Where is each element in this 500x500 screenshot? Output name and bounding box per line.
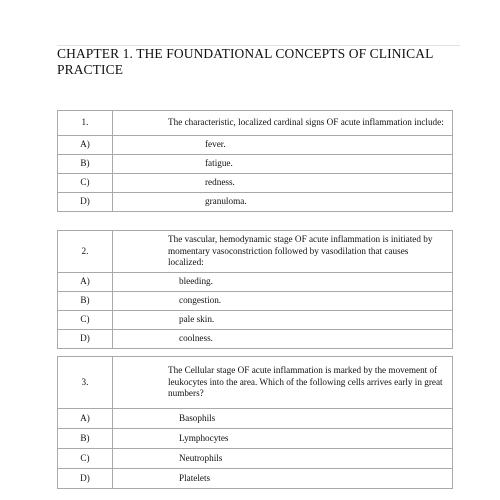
option-letter: C) <box>58 174 113 193</box>
option-text: Platelets <box>113 469 453 489</box>
question-stem: The Cellular stage OF acute inflammation is marked by the movement of leukocytes into the area. Which of the following cells arrives early in great numbers? <box>113 357 453 409</box>
option-text: fatigue. <box>113 155 453 174</box>
option-text: pale skin. <box>113 310 453 329</box>
option-letter: B) <box>58 155 113 174</box>
option-letter: B) <box>58 429 113 449</box>
option-row-a[interactable] <box>58 136 453 155</box>
option-text: bleeding. <box>113 272 453 291</box>
option-row-b[interactable] <box>58 429 453 449</box>
option-row-c[interactable] <box>58 310 453 329</box>
option-text: Basophils <box>113 409 453 429</box>
option-row-a[interactable] <box>58 272 453 291</box>
option-letter: C) <box>58 310 113 329</box>
option-row-d[interactable] <box>58 193 453 212</box>
option-letter: B) <box>58 291 113 310</box>
option-text: fever. <box>113 136 453 155</box>
question-stem: The vascular, hemodynamic stage OF acute inflammation is initiated by momentary vasoconstriction followed by vasodilation that causes localized: <box>113 231 453 273</box>
option-letter: C) <box>58 449 113 469</box>
option-text: redness. <box>113 174 453 193</box>
option-text: coolness. <box>113 329 453 348</box>
option-letter: D) <box>58 329 113 348</box>
question-number: 1. <box>58 111 113 136</box>
option-row-d[interactable] <box>58 329 453 348</box>
question-2-header-row <box>58 231 453 273</box>
question-1-table <box>57 110 453 212</box>
question-3-header-row <box>58 357 453 409</box>
option-row-c[interactable] <box>58 449 453 469</box>
option-text: granuloma. <box>113 193 453 212</box>
question-2-table <box>57 230 453 349</box>
question-number: 3. <box>58 357 113 409</box>
question-number: 2. <box>58 231 113 273</box>
question-stem: The characteristic, localized cardinal signs OF acute inflammation include: <box>113 111 453 136</box>
option-letter: A) <box>58 272 113 291</box>
option-text: Neutrophils <box>113 449 453 469</box>
option-row-b[interactable] <box>58 155 453 174</box>
option-text: congestion. <box>113 291 453 310</box>
option-letter: D) <box>58 469 113 489</box>
option-row-b[interactable] <box>58 291 453 310</box>
question-3-table <box>57 356 453 489</box>
option-letter: D) <box>58 193 113 212</box>
option-row-a[interactable] <box>58 409 453 429</box>
option-row-d[interactable] <box>58 469 453 489</box>
option-text: Lymphocytes <box>113 429 453 449</box>
option-letter: A) <box>58 136 113 155</box>
chapter-title: CHAPTER 1. THE FOUNDATIONAL CONCEPTS OF CLINICAL PRACTICE <box>57 46 433 77</box>
option-row-c[interactable] <box>58 174 453 193</box>
option-letter: A) <box>58 409 113 429</box>
question-1-header-row <box>58 111 453 136</box>
